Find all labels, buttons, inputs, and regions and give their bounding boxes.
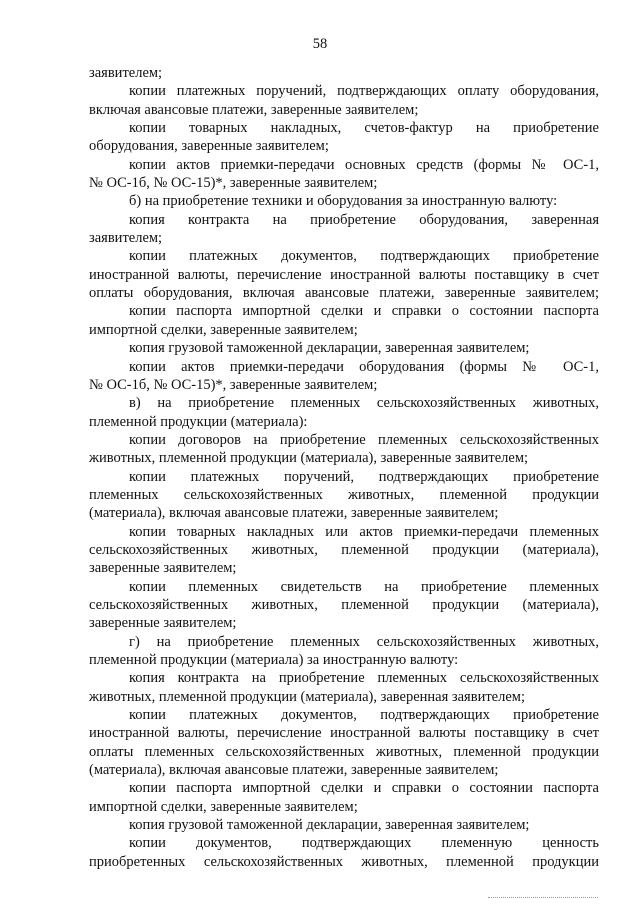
- text-line: импортной сделки, заверенные заявителем;: [89, 798, 358, 815]
- text-line: копии платежных документов, подтверждающих приобретение: [129, 707, 599, 724]
- text-line: копии паспорта импортной сделки и справки о состоянии паспорта: [129, 780, 599, 797]
- page-number: 58: [312, 36, 328, 52]
- scan-artifact-divider: [488, 897, 598, 900]
- text-line: б) на приобретение техники и оборудования за иностранную валюту:: [129, 193, 558, 210]
- text-line: животных, племенной продукции (материала), заверенная заявителем;: [89, 688, 525, 705]
- text-line: племенной продукции (материала):: [89, 413, 308, 430]
- text-line: копии документов, подтверждающих племенную ценность: [129, 835, 599, 852]
- text-line: (материала), включая авансовые платежи, заверенные заявителем;: [89, 505, 499, 522]
- text-line: копии договоров на приобретение племенных сельскохозяйственных: [129, 431, 599, 448]
- text-line: импортной сделки, заверенные заявителем;: [89, 321, 358, 338]
- text-line: копия грузовой таможенной декларации, заверенная заявителем;: [129, 340, 530, 357]
- text-line: заявителем;: [89, 230, 163, 247]
- text-line: заявителем;: [89, 65, 163, 81]
- text-line: оплаты племенных сельскохозяйственных животных, племенной продукции: [89, 743, 599, 760]
- text-line: сельскохозяйственных животных, племенной продукции (материала),: [89, 541, 599, 558]
- text-line: копии платежных поручений, подтверждающих приобретение: [129, 468, 599, 485]
- text-line: оплаты оборудования, включая авансовые платежи, заверенные заявителем;: [89, 285, 599, 302]
- text-line: копия контракта на приобретение оборудования, заверенная: [129, 211, 599, 228]
- text-line: приобретенных сельскохозяйственных животных, племенной продукции: [89, 853, 599, 870]
- text-line: иностранной валюты, перечисление иностранной валюты поставщику в счет: [89, 266, 599, 283]
- text-line: иностранной валюты, перечисление иностранной валюты поставщику в счет: [89, 725, 599, 742]
- text-line: копии племенных свидетельств на приобретение племенных: [129, 578, 599, 595]
- text-line: племенной продукции (материала) за иностранную валюту:: [89, 652, 459, 668]
- text-line: копии товарных накладных, счетов-фактур на приобретение: [129, 120, 599, 137]
- text-line: копии актов приемки-передачи основных средств (формы № ОС-1,: [129, 156, 599, 173]
- text-line: копии товарных накладных или актов приемки-передачи племенных: [129, 523, 599, 540]
- document-body: [89, 64, 599, 871]
- text-line: заверенные заявителем;: [89, 560, 237, 577]
- text-line: г) на приобретение племенных сельскохозяйственных животных,: [129, 633, 599, 650]
- text-line: оборудования, заверенные заявителем;: [89, 138, 329, 155]
- text-line: № ОС-1б, № ОС-15)*, заверенные заявителем;: [89, 376, 378, 393]
- text-line: заверенные заявителем;: [89, 615, 237, 632]
- text-line: копии платежных документов, подтверждающих приобретение: [129, 248, 599, 265]
- text-line: копия грузовой таможенной декларации, заверенная заявителем;: [129, 817, 530, 834]
- text-line: № ОС-1б, № ОС-15)*, заверенные заявителем;: [89, 175, 378, 192]
- text-line: копии платежных поручений, подтверждающих оплату оборудования,: [129, 83, 599, 100]
- text-line: копии паспорта импортной сделки и справки о состоянии паспорта: [129, 303, 599, 320]
- text-line: племенных сельскохозяйственных животных, племенной продукции: [89, 486, 599, 503]
- text-line: в) на приобретение племенных сельскохозяйственных животных,: [129, 395, 599, 412]
- text-line: копия контракта на приобретение племенных сельскохозяйственных: [129, 670, 599, 687]
- text-line: (материала), включая авансовые платежи, заверенные заявителем;: [89, 762, 499, 779]
- text-line: сельскохозяйственных животных, племенной продукции (материала),: [89, 596, 599, 613]
- text-line: животных, племенной продукции (материала), заверенные заявителем;: [89, 450, 529, 467]
- text-line: копии актов приемки-передачи оборудования (формы № ОС-1,: [129, 358, 599, 375]
- text-line: включая авансовые платежи, заверенные заявителем;: [89, 101, 419, 118]
